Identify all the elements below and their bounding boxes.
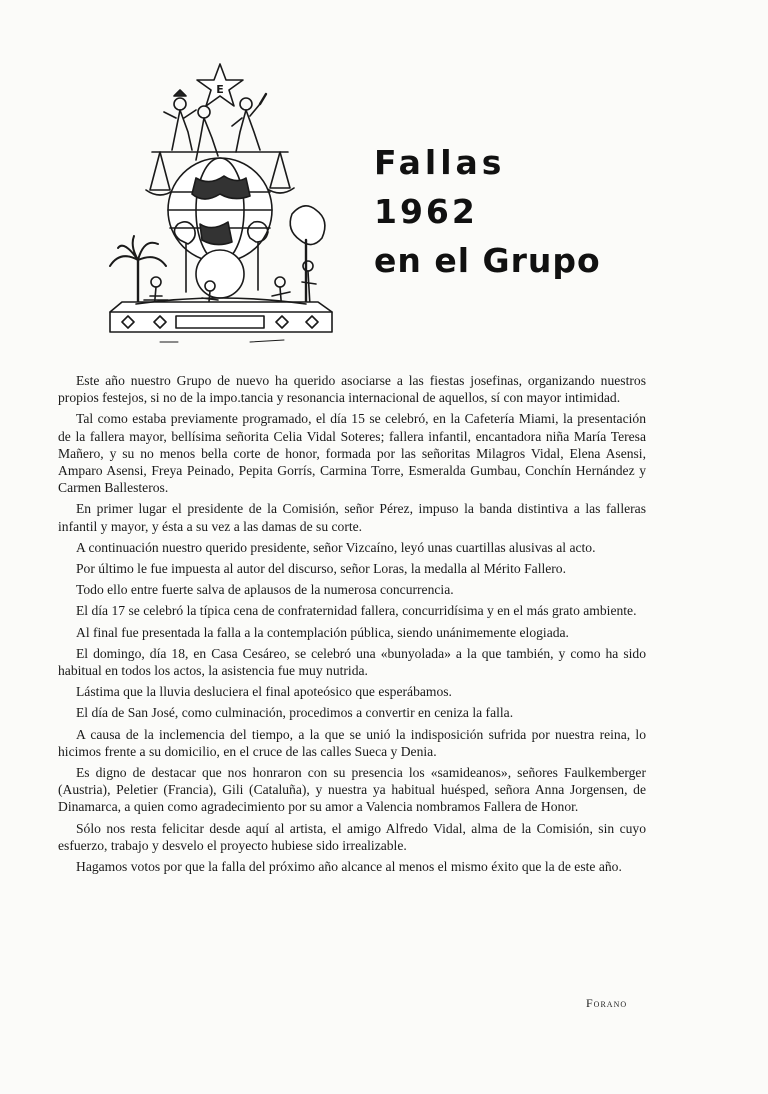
falla-monument-illustration	[100, 60, 340, 345]
paragraph: Por último le fue impuesta al autor del discurso, señor Loras, la medalla al Mérito Fallero.	[76, 561, 566, 577]
title-line-3: en el Grupo	[374, 241, 601, 280]
paragraph: Tal como estaba previamente programado, el día 15 se celebró, en la Cafetería Miami, la presentación de la fallera mayor, bellísima señorita Celia Vidal Soteres; fallera infantil, encantadora niña María Teresa Mañero, y su no menos bella corte de honor, formada por las señoritas Milagros Vidal, Elena Asensi, Amparo Asensi, Freya Peinado, Pepita Gorrís, Carmina Torre, Esmeralda Gumbau, Conchín Hernández y Carmen Ballesteros.	[58, 411, 646, 496]
paragraph: Es digno de destacar que nos honraron con su presencia los «samideanos», señores Faulkemberger (Austria), Peletier (Francia), Gili (Cataluña), y nuestra ya habitual huésped, señora Anna Jorgensen, de Dinamarca, a quien como agradecimiento por su amor a Valencia nombramos Fallera de Honor.	[58, 765, 646, 815]
paragraph: El día 17 se celebró la típica cena de confraternidad fallera, concurridísima y en el más grato ambiente.	[76, 603, 637, 619]
author-signature: Forano	[586, 996, 628, 1010]
article-body	[58, 372, 646, 879]
paragraph: A continuación nuestro querido presidente, señor Vizcaíno, leyó unas cuartillas alusivas al acto.	[76, 539, 596, 555]
paragraph: El domingo, día 18, en Casa Cesáreo, se celebró una «bunyolada» a la que también, y como ha sido habitual en todos los actos, la asistencia fue muy nutrida.	[58, 645, 646, 679]
paragraph: Hagamos votos por que la falla del próximo año alcance al menos el mismo éxito que la de este año.	[76, 859, 622, 875]
paragraph: En primer lugar el presidente de la Comisión, señor Pérez, impuso la banda distintiva a las falleras infantil y mayor, y ésta a su vez a las damas de su corte.	[58, 501, 646, 534]
title-line-2: 1962	[374, 192, 478, 231]
paragraph: Todo ello entre fuerte salva de aplausos de la numerosa concurrencia.	[76, 582, 454, 598]
paragraph: A causa de la inclemencia del tiempo, a la que se unió la indisposición sufrida por nuestra reina, lo hicimos frente a su domicilio, en el cruce de las calles Sueca y Denia.	[58, 726, 646, 759]
title-line-1: Fallas	[374, 143, 506, 182]
paragraph: El día de San José, como culminación, procedimos a convertir en ceniza la falla.	[76, 705, 514, 721]
article-title	[374, 138, 674, 285]
paragraph: Al final fue presentada la falla a la contemplación pública, siendo unánimemente elogiada.	[76, 624, 569, 640]
paragraph: Sólo nos resta felicitar desde aquí al artista, el amigo Alfredo Vidal, alma de la Comisión, sin cuyo esfuerzo, trabajo y desvelo el proyecto hubiese sido irrealizable.	[58, 820, 646, 853]
star-letter: E	[216, 83, 224, 96]
paragraph: Lástima que la lluvia desluciera el final apoteósico que esperábamos.	[76, 684, 452, 700]
paragraph: Este año nuestro Grupo de nuevo ha querido asociarse a las fiestas josefinas, organizando nuestros propios festejos, si no de la impo.tancia y resonancia internacional de aquellos, sí con mayor intimidad.	[58, 373, 646, 406]
